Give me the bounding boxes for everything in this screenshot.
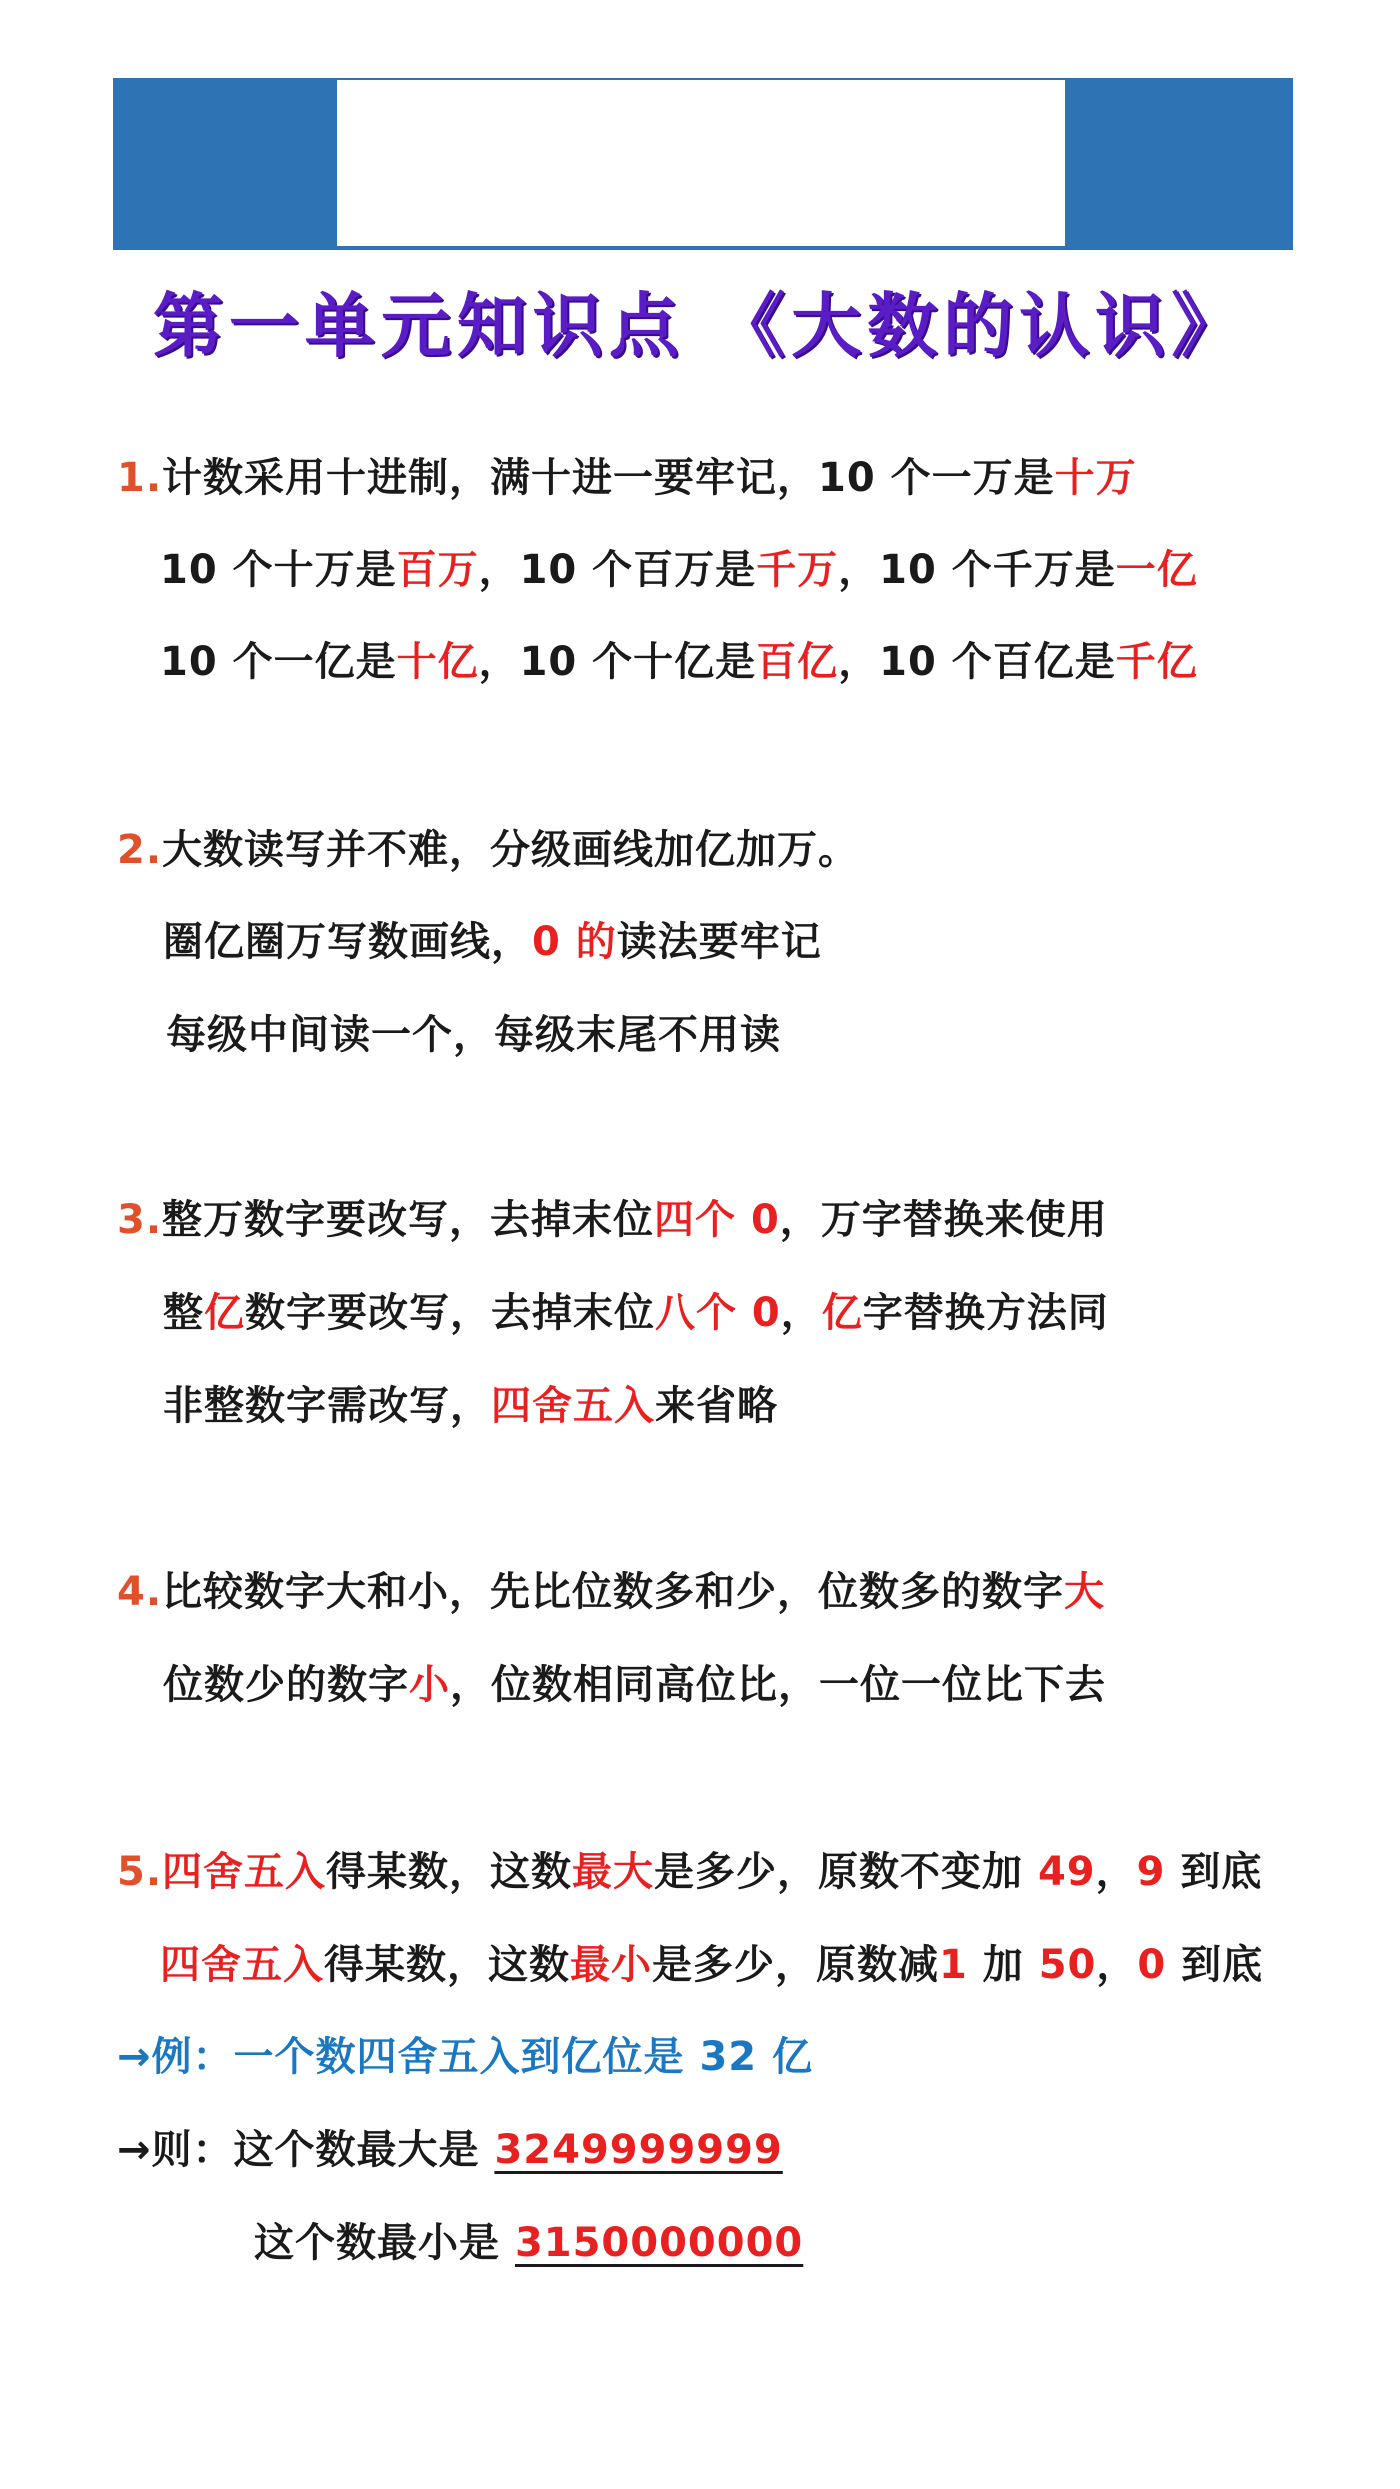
s5-min-value: 3150000000 bbox=[514, 2220, 804, 2266]
s4-text: 位数少的数字 bbox=[163, 1662, 409, 1708]
s1-number: 1. bbox=[117, 455, 163, 501]
s1-highlight: 百亿 bbox=[756, 639, 839, 685]
s1-text: ，10 个百亿是 bbox=[838, 639, 1116, 685]
s4-highlight: 小 bbox=[409, 1662, 450, 1708]
s1-text: ，10 个十亿是 bbox=[478, 639, 757, 685]
s3-text: 来省略 bbox=[655, 1383, 778, 1429]
s1-text: ，10 个百万是 bbox=[478, 547, 757, 593]
page-title: 第一单元知识点 《大数的认识》 bbox=[152, 284, 1248, 367]
s3-number: 3. bbox=[117, 1197, 163, 1243]
s3-text: 字替换方法同 bbox=[862, 1290, 1109, 1336]
s3-text: ，万字替换来使用 bbox=[779, 1197, 1108, 1243]
s1-highlight: 千万 bbox=[756, 547, 839, 593]
s2-text: 圈亿圈万写数画线， bbox=[163, 919, 532, 965]
s2-number: 2. bbox=[117, 827, 163, 873]
s2-line1 bbox=[117, 818, 859, 875]
s5-highlight: 四舍五入 bbox=[162, 1849, 327, 1895]
s3-text: 数字要改写，去掉末位 bbox=[245, 1290, 655, 1336]
s2-text: 读法要牢记 bbox=[616, 919, 822, 965]
s1-text: 10 个一亿是 bbox=[160, 639, 397, 685]
s1-highlight: 百万 bbox=[396, 547, 479, 593]
s5-text: ， bbox=[1096, 1942, 1138, 1988]
s1-text: ，10 个千万是 bbox=[838, 547, 1116, 593]
s5-number: 5. bbox=[117, 1849, 163, 1895]
s5-line1 bbox=[117, 1840, 1262, 1897]
s3-line3 bbox=[163, 1374, 778, 1431]
s3-highlight: 四舍五入 bbox=[491, 1383, 655, 1429]
s3-line2 bbox=[163, 1281, 1109, 1338]
s5-text: 到底 bbox=[1166, 1942, 1264, 1988]
s5-example: →例：一个数四舍五入到亿位是 32 亿 bbox=[117, 2034, 814, 2080]
s4-line1 bbox=[117, 1560, 1105, 1617]
s2-line3 bbox=[166, 1003, 781, 1060]
s1-text: 计数采用十进制，满十进一要牢记，10 个一万是 bbox=[162, 455, 1055, 501]
s1-highlight: 十万 bbox=[1054, 455, 1137, 501]
s5-max-value: 3249999999 bbox=[494, 2127, 783, 2173]
header-banner bbox=[113, 78, 1293, 250]
s5-text: 是多少，原数不变加 bbox=[654, 1849, 1038, 1895]
s5-max-line bbox=[117, 2118, 783, 2175]
s5-highlight: 1 bbox=[939, 1942, 968, 1988]
s1-line2 bbox=[160, 538, 1198, 595]
s5-text: ， bbox=[1095, 1849, 1137, 1895]
header-banner-blank bbox=[337, 80, 1065, 246]
s5-highlight: 0 bbox=[1137, 1942, 1167, 1988]
s5-highlight: 50 bbox=[1038, 1942, 1097, 1988]
s5-text: 得某数，这数 bbox=[324, 1942, 570, 1988]
s1-highlight: 千亿 bbox=[1115, 639, 1198, 685]
s3-highlight: 八个 0 bbox=[655, 1290, 781, 1336]
s3-highlight: 亿 bbox=[204, 1290, 245, 1336]
s3-highlight: 四个 0 bbox=[654, 1197, 780, 1243]
s5-text: 加 bbox=[967, 1942, 1039, 1988]
s4-highlight: 大 bbox=[1064, 1569, 1106, 1615]
s5-line2 bbox=[160, 1933, 1263, 1990]
s5-text: 是多少，原数减 bbox=[652, 1942, 939, 1988]
s5-highlight: 9 bbox=[1136, 1849, 1166, 1895]
s2-text: 每级中间读一个，每级末尾不用读 bbox=[166, 1012, 781, 1058]
s5-text: 到底 bbox=[1165, 1849, 1263, 1895]
s3-text: ， bbox=[780, 1290, 822, 1336]
s3-text: 非整数字需改写， bbox=[163, 1383, 491, 1429]
s5-highlight: 四舍五入 bbox=[160, 1942, 324, 1988]
s2-highlight: 0 的 bbox=[532, 919, 617, 965]
s5-highlight: 49 bbox=[1037, 1849, 1096, 1895]
s1-highlight: 一亿 bbox=[1115, 547, 1198, 593]
s1-highlight: 十亿 bbox=[396, 639, 479, 685]
s5-min-label: 这个数最小是 bbox=[254, 2220, 515, 2266]
s5-highlight: 最小 bbox=[570, 1942, 652, 1988]
s3-text: 整 bbox=[163, 1290, 204, 1336]
s5-text: 得某数，这数 bbox=[326, 1849, 573, 1895]
s3-text: 整万数字要改写，去掉末位 bbox=[162, 1197, 655, 1243]
s2-line2 bbox=[163, 910, 822, 967]
s1-text: 10 个十万是 bbox=[160, 547, 397, 593]
s3-highlight: 亿 bbox=[821, 1290, 863, 1336]
s4-line2 bbox=[163, 1653, 1106, 1710]
s5-highlight: 最大 bbox=[572, 1849, 655, 1895]
s2-text: 大数读写并不难，分级画线加亿加万。 bbox=[162, 827, 860, 873]
s1-line1 bbox=[117, 446, 1137, 503]
s4-text: ，位数相同高位比，一位一位比下去 bbox=[450, 1662, 1106, 1708]
s5-min-line bbox=[254, 2211, 803, 2268]
s5-max-label: →则：这个数最大是 bbox=[117, 2127, 495, 2173]
s4-number: 4. bbox=[117, 1569, 163, 1615]
s1-line3 bbox=[160, 630, 1198, 687]
s3-line1 bbox=[117, 1188, 1108, 1245]
s4-text: 比较数字大和小，先比位数多和少，位数多的数字 bbox=[162, 1569, 1065, 1615]
